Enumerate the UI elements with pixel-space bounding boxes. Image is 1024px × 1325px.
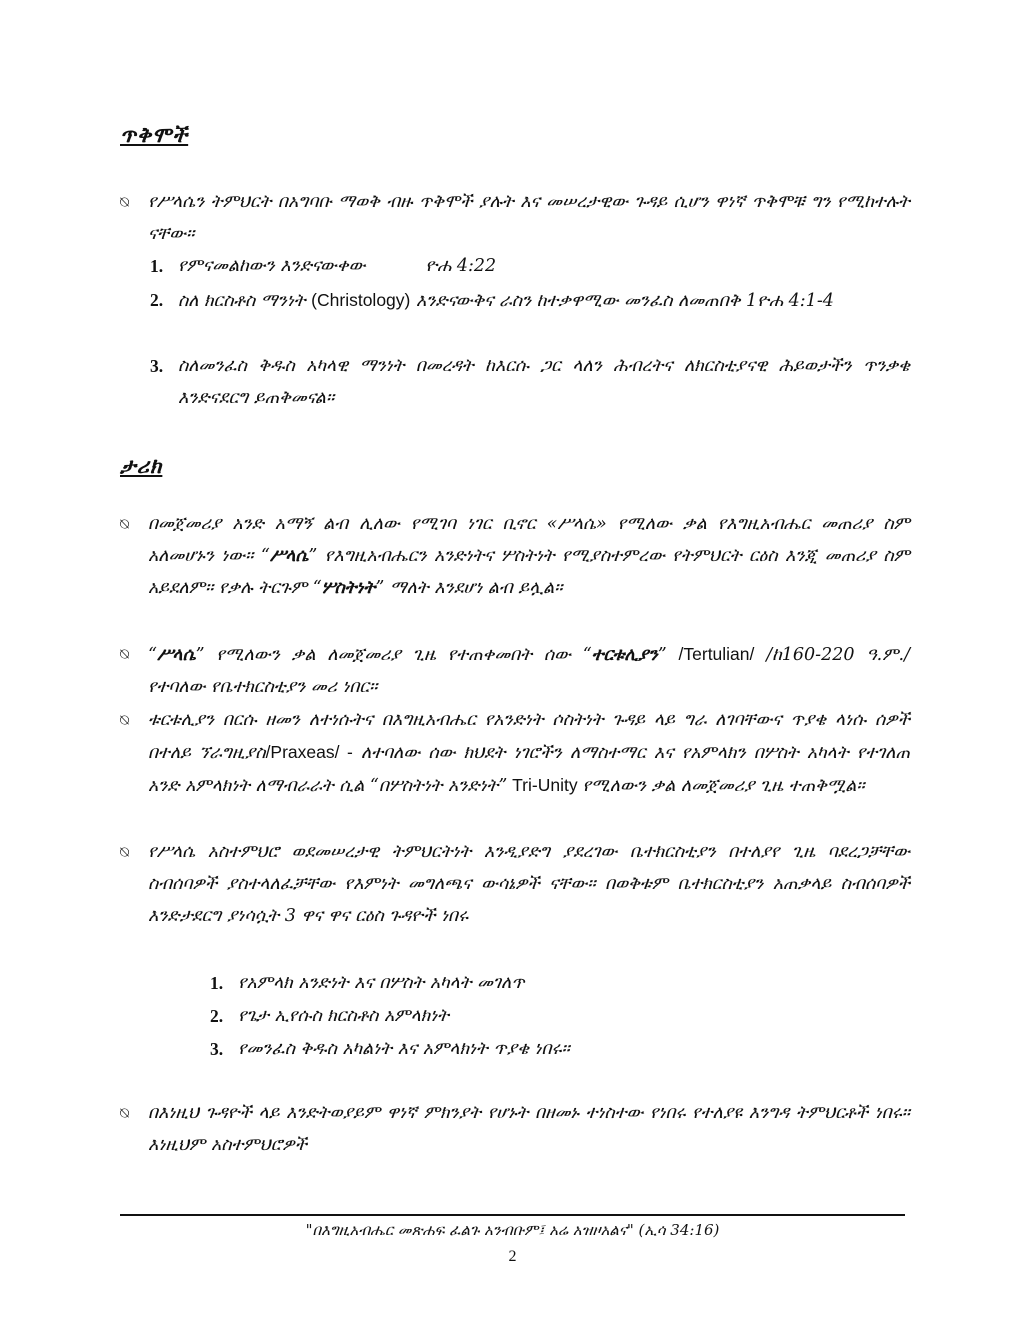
bullet-icon: ⍉: [120, 515, 130, 533]
bullet-icon: ⍉: [120, 843, 130, 861]
emphasis-term: ተርቱሊያን: [591, 645, 658, 665]
bullet-text: /ከ160-220 ዓ.ም./ የተባለው የቤተክርስቲያን መሪ ነበር፡፡: [148, 645, 911, 697]
section-heading-benefits: ጥቅሞች: [120, 122, 189, 147]
latin-term: Tri-Unity: [507, 775, 583, 795]
list-text: ስለመንፈስ ቅዱስ አካላዊ ማንነት በመረዳት ከእርሱ ጋር ላለን ሕብረትና ለክርስቲያናዊ ሕይወታችን ጥንቃቄ እንድናደርግ ይጠቅመናል፡፡: [178, 356, 910, 408]
bullet-benefits-intro: [120, 186, 910, 250]
bullet-icon: ⍉: [120, 645, 130, 663]
list-text: የምናመልከውን እንድናውቀው: [178, 256, 366, 276]
list-text: የአምላክ አንድነት እና በሦስት አካላት መገለጥ: [238, 973, 525, 993]
section-heading-history: ታሪክ: [120, 453, 163, 478]
footer-quote: "በእግዚአብሔር መጽሐፍ ፈልጉ አንብቡም፤ አሬ አዝዞአልና" (ኢሳ 34:16): [305, 1221, 720, 1239]
list-number: 2.: [210, 1006, 224, 1026]
scripture-reference: ዮሐ 4:22: [425, 256, 497, 276]
bullet-text: ” ማለት እንደሆነ ልብ ይሏል፡፡: [375, 578, 563, 598]
bullet-text: ” የሚለውን ቃል ለመጀመሪያ ጊዜ የተጠቀመበት ሰው “: [195, 645, 592, 665]
bullet-history-4: [120, 836, 910, 932]
list-number: 1.: [210, 973, 224, 993]
emphasis-term: ሥላሴ: [269, 546, 309, 566]
footer-divider: [120, 1214, 905, 1216]
latin-term: /Tertulian/: [678, 644, 755, 664]
list-number: 3.: [210, 1039, 224, 1059]
list-number: 1.: [150, 256, 164, 276]
list-item: [150, 250, 910, 282]
emphasis-term: ሥላሴ: [156, 645, 196, 665]
bullet-history-2: [120, 638, 910, 703]
latin-term: /Praxeas/ -: [265, 742, 353, 762]
list-text: የጌታ ኢየሱስ ክርስቶስ አምላክነት: [238, 1006, 449, 1026]
list-number: 2.: [150, 290, 164, 310]
bullet-icon: ⍉: [120, 711, 130, 729]
bullet-history-3: [120, 704, 910, 802]
bullet-icon: ⍉: [120, 193, 130, 211]
bullet-text: የሥላሴን ትምህርት በአግባቡ ማወቅ ብዙ ጥቅሞች ያሉት እና መሠረታዊው ጉዳይ ሲሆን ዋነኛ ጥቅሞቹ ግን የሚከተሉት ናቸው፡፡: [148, 192, 910, 244]
bullet-text: በመጀመሪያ አንድ አማኝ ልብ ሊለው የሚገባ ነገር ቢኖር «ሥላሴ» የሚለው ቃል የእግዚአብሔር መጠሪያ ስም አለመሆኑን ነው፡፡ “: [148, 514, 910, 566]
page-number: 2: [508, 1248, 517, 1265]
bullet-text: በእነዚህ ጉዳዮች ላይ እንድትወያይም ዋነኛ ምክንያት የሆኑት በዘመኑ ተነስተው የነበሩ የተለያዩ እንግዳ ትምህርቶች ነበሩ፡፡ እነዚህም አስተምህሮዎች: [148, 1103, 910, 1155]
bullet-text: ” የእግዚአብሔርን አንድነትና ሦስትነት የሚያስተምረው የትምህርት ርዕስ እንጂ መጠሪያ ስም አይደለም፡፡ የቃሉ ትርጉም “: [148, 546, 910, 598]
list-text: እንድናውቅና ራስን ከተቃዋሚው መንፈስ ለመጠበቅ 1ዮሐ 4:1-4: [415, 291, 834, 311]
list-item: [210, 967, 910, 999]
list-text: የመንፈስ ቅዱስ አካልነት እና አምላክነት ጥያቄ ነበሩ፡፡: [238, 1039, 570, 1059]
list-item: [150, 350, 910, 414]
bullet-text: ”: [657, 645, 679, 665]
latin-term: (Christology): [311, 290, 411, 310]
list-item: [210, 1000, 910, 1032]
bullet-text: “: [148, 645, 157, 665]
bullet-text: ለተባለው ሰው ክህደት ነገሮችን ለማስተማር እና የአምላክን በሦስት አካላት የተገለጠ አንድ አምላክነት ለማብራራት ሲል “በሦስትነት አንድነት”: [148, 743, 911, 796]
bullet-text: የሚለውን ቃል ለመጀመሪያ ጊዜ ተጠቅሟል፡፡: [582, 776, 865, 796]
list-item: [150, 284, 910, 317]
bullet-history-1: [120, 508, 910, 604]
list-item: [210, 1033, 910, 1065]
list-number: 3.: [150, 356, 164, 376]
emphasis-term: ሦስትነት: [321, 578, 376, 598]
bullet-history-5: [120, 1097, 910, 1161]
bullet-text: የሥላሴ አስተምህሮ ወደመሠረታዊ ትምህርትነት እንዲያድግ ያደረገው ቤተክርስቲያን በተለያየ ጊዜ ባደረጋቻቸው ስብሰባዎች ያስተላለፈቻቸው የእምነት መግለጫና ውሳኔዎች ናቸው፡፡ በወቅቱም ቤተክርስቲያን አጠቃላይ ስብሰባዎች እንድታደርግ ያነሳሷት 3 ዋና ዋና ርዕስ ጉዳዮች ነበሩ: [148, 842, 910, 926]
bullet-icon: ⍉: [120, 1104, 130, 1122]
bullet-text: ቱርቱሊያን በርሱ ዘመን ለተነሱትና በእግዚአብሔር የአንድነት ሶስትነት ጉዳይ ላይ ግራ ለገባቸውና ጥያቄ ላነሱ ሰዎች በተለይ ኘራግዚያስ: [148, 710, 910, 763]
list-text: ስለ ክርስቶስ ማንነት: [178, 291, 306, 311]
